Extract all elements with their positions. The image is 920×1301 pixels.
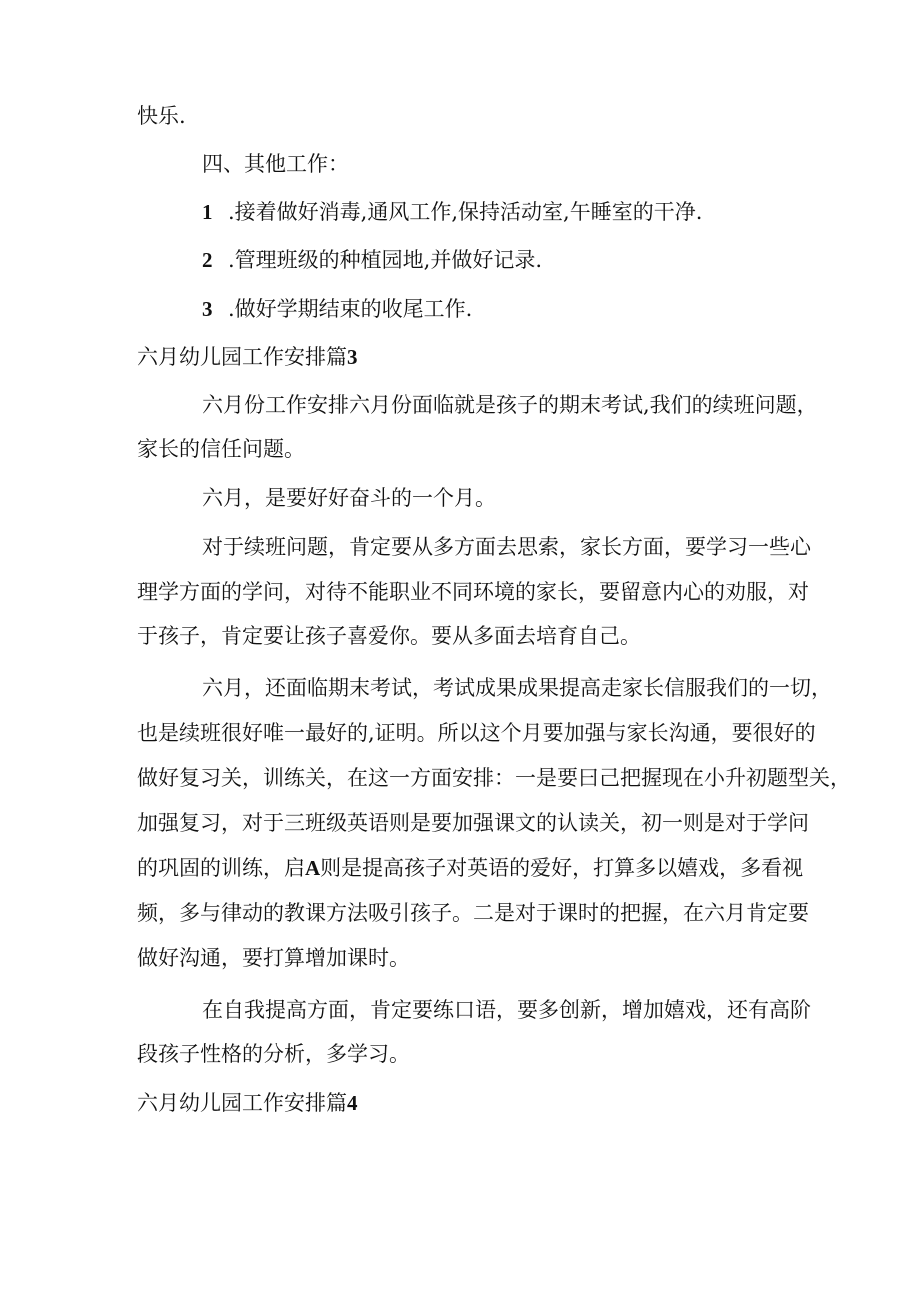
text-span: 在自我提高方面，肯定要练口语，要多创新，增加嬉戏，还有高阶: [202, 998, 811, 1022]
paragraph-line: [137, 621, 641, 651]
list-text: .管理班级的种植园地,并做好记录.: [228, 248, 543, 272]
list-number: 1: [202, 200, 213, 224]
section-heading: [202, 149, 349, 179]
heading-text: 六月幼儿园工作安排篇: [137, 1091, 347, 1115]
list-item: [202, 294, 472, 324]
paragraph-line: [137, 434, 305, 464]
list-text: .接着做好消毒,通风工作,保持活动室,午睡室的干净.: [228, 200, 703, 224]
text-span: 做好复习关，训练关，在这一方面安排：一是要曰己把握现在小升初题型关，: [137, 766, 851, 790]
list-text: .做好学期结束的收尾工作.: [228, 297, 473, 321]
text-span: 的巩固的训练，启: [137, 856, 305, 880]
text-span: 快乐.: [137, 104, 186, 128]
list-item: [202, 245, 542, 275]
text-span: 频，多与律动的教课方法吸引孩子。二是对于课时的把握，在六月肯定要: [137, 901, 809, 925]
text-span-bold: A: [305, 856, 321, 880]
paragraph-line: [202, 390, 818, 420]
paragraph-line: [137, 577, 809, 607]
paragraph-line: [202, 995, 811, 1025]
list-number: 3: [202, 297, 213, 321]
paragraph-line: [137, 1039, 410, 1069]
text-span: 也是续班很好唯一最好的,证明。所以这个月要加强与家长沟通，要很好的: [137, 721, 816, 745]
text-span: 六月，还面临期末考试，考试成果成果提高走家长信服我们的一切，: [202, 676, 832, 700]
paragraph-line: [137, 763, 851, 793]
paragraph-line: [137, 101, 186, 131]
paragraph-line: [137, 943, 410, 973]
text-span: 家长的信任问题。: [137, 437, 305, 461]
paragraph-line: [202, 532, 811, 562]
list-number: 2: [202, 248, 213, 272]
article-heading: [137, 1088, 358, 1118]
text-span: 段孩子性格的分析，多学习。: [137, 1042, 410, 1066]
heading-number: 4: [347, 1091, 358, 1115]
paragraph-line: [137, 898, 809, 928]
text-span: 于孩子，肯定要让孩子喜爱你。要从多面去培育自己。: [137, 624, 641, 648]
text-span: 加强复习，对于三班级英语则是要加强课文的认读关，初一则是对于学问: [137, 811, 809, 835]
paragraph-line: [202, 673, 832, 703]
paragraph-line: [137, 808, 809, 838]
text-span: 则是提高孩子对英语的爱好，打算多以嬉戏，多看视: [320, 856, 804, 880]
heading-number: 3: [347, 345, 358, 369]
text-span: 四、其他工作：: [202, 152, 349, 176]
paragraph-line: [202, 483, 496, 513]
text-span: 六月份工作安排六月份面临就是孩子的期末考试,我们的续班问题，: [202, 393, 818, 417]
paragraph-line: [137, 718, 816, 748]
article-heading: [137, 342, 358, 372]
paragraph-line: [137, 853, 803, 883]
text-span: 六月，是要好好奋斗的一个月。: [202, 486, 496, 510]
text-span: 理学方面的学问，对待不能职业不同环境的家长，要留意内心的劝服，对: [137, 580, 809, 604]
text-span: 做好沟通，要打算增加课时。: [137, 946, 410, 970]
list-item: [202, 197, 702, 227]
heading-text: 六月幼儿园工作安排篇: [137, 345, 347, 369]
text-span: 对于续班问题，肯定要从多方面去思索，家长方面，要学习一些心: [202, 535, 811, 559]
